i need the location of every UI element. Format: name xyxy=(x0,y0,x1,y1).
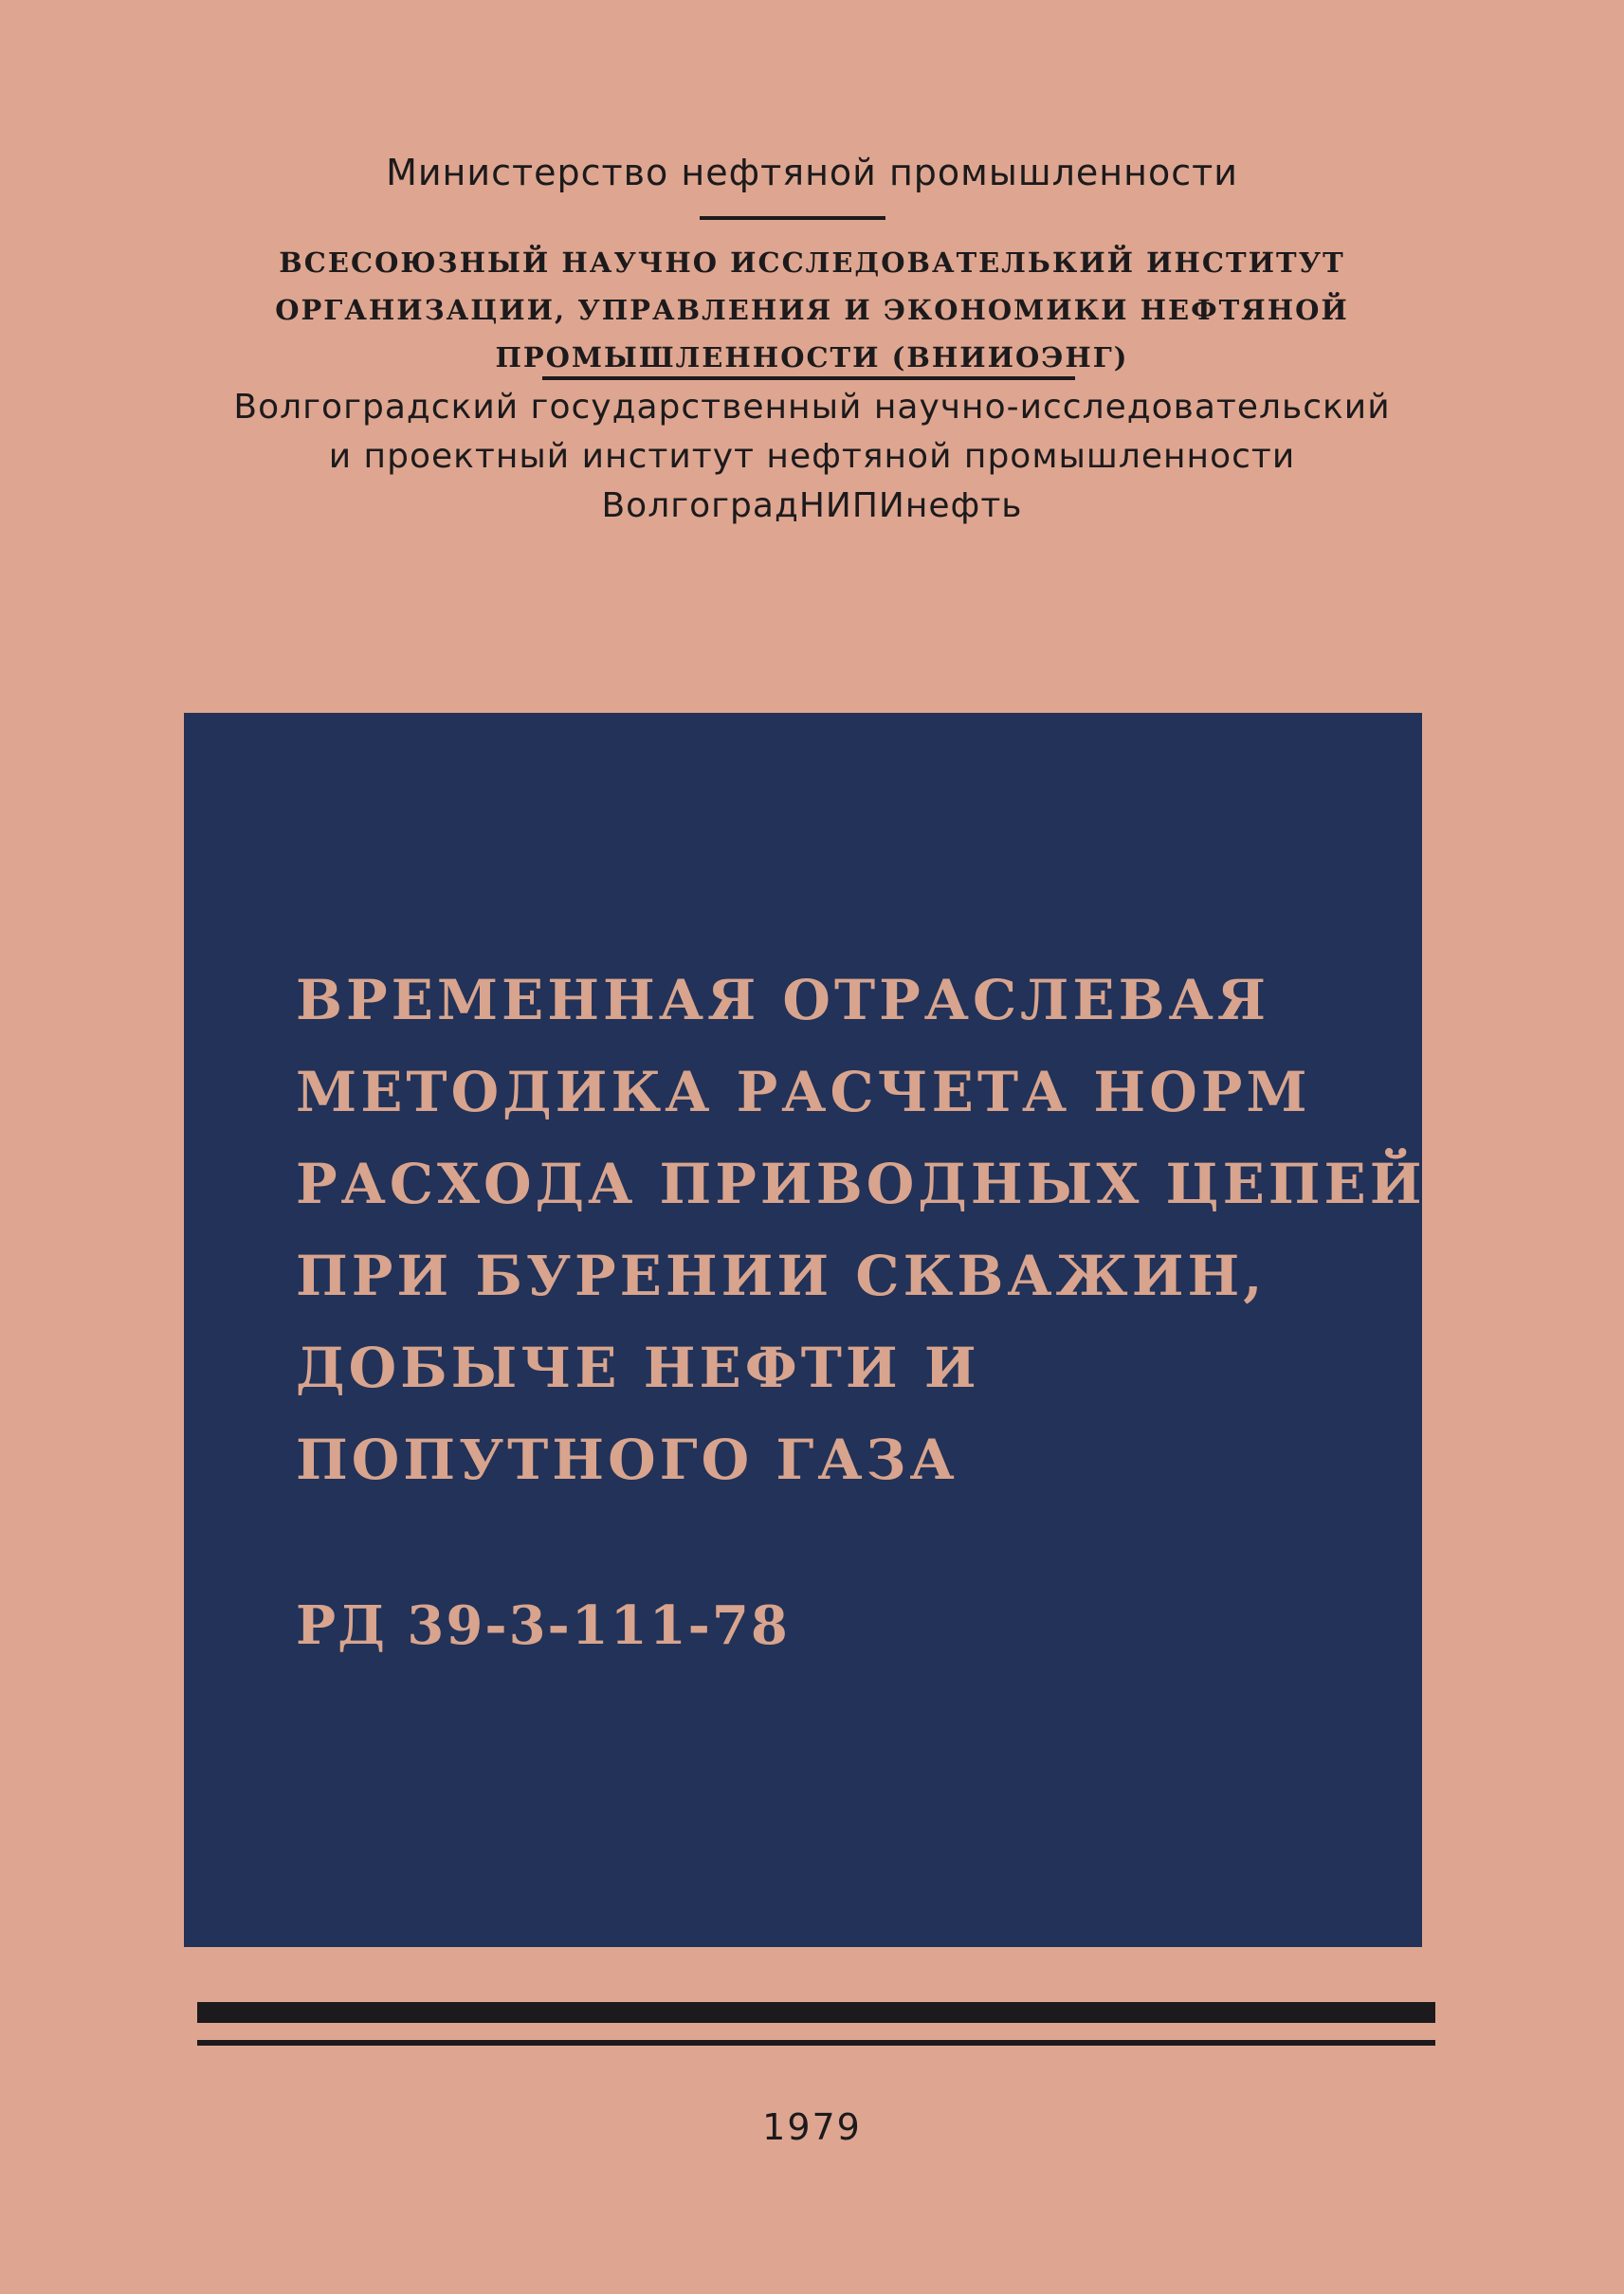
divider-short xyxy=(700,216,885,220)
title-line: МЕТОДИКА РАСЧЕТА НОРМ xyxy=(296,1060,1311,1124)
footer-rule-thin xyxy=(197,2040,1435,2046)
institute-line: ВолгоградНИПИнефть xyxy=(601,486,1023,525)
institute-block xyxy=(0,383,1624,531)
document-title xyxy=(296,955,1426,1506)
publication-year: 1979 xyxy=(762,2106,862,2148)
vniioeng-line: ОРГАНИЗАЦИИ, УПРАВЛЕНИЯ И ЭКОНОМИКИ НЕФТЯНОЙ xyxy=(275,294,1349,326)
title-line: ВРЕМЕННАЯ ОТРАСЛЕВАЯ xyxy=(296,968,1270,1032)
title-line: РАСХОДА ПРИВОДНЫХ ЦЕПЕЙ xyxy=(296,1152,1426,1216)
title-line: ПОПУТНОГО ГАЗА xyxy=(296,1428,958,1492)
footer-rule-thick xyxy=(197,2002,1435,2023)
divider-medium xyxy=(542,376,1075,380)
ministry-name: Министерство нефтяной промышленности xyxy=(386,152,1238,193)
title-panel xyxy=(184,713,1426,1947)
vniioeng-line: ВСЕСОЮЗНЫЙ НАУЧНО ИССЛЕДОВАТЕЛЬКИЙ ИНСТИТУТ xyxy=(279,246,1345,279)
institute-line: Волгоградский государственный научно-исследовательский xyxy=(233,388,1391,427)
title-line: ПРИ БУРЕНИИ СКВАЖИН, xyxy=(296,1244,1267,1308)
vniioeng-line: ПРОМЫШЛЕННОСТИ (ВНИИОЭНГ) xyxy=(495,341,1129,373)
title-line: ДОБЫЧЕ НЕФТИ И xyxy=(296,1336,980,1400)
document-code: РД 39-3-111-78 xyxy=(296,1594,790,1657)
vniioeng-block xyxy=(0,239,1624,381)
institute-line: и проектный институт нефтяной промышленности xyxy=(328,437,1296,476)
